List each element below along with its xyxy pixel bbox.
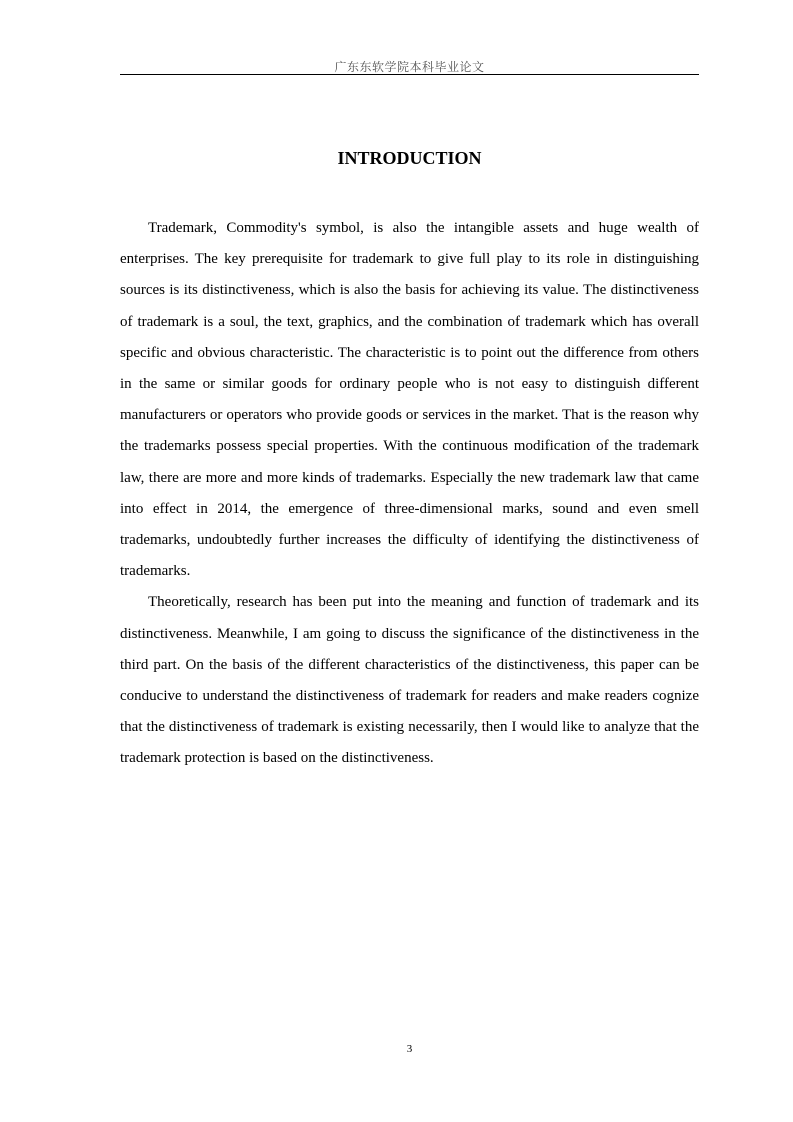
header-rule: [120, 74, 699, 75]
body-text: [120, 213, 699, 775]
page-number: 3: [406, 1043, 413, 1055]
paragraph-1: Trademark, Commodity's symbol, is also the intangible assets and huge wealth of enterprises. The key prerequisite for trademark to give full play to its role in distinguishing sources is its distinctiveness, which is also the basis for achieving its value. The distinctiveness of trademark is a soul, the text, graphics, and the combination of trademark which has overall specific and obvious characteristic. The characteristic is to point out the difference from others in the same or similar goods for ordinary people who is not easy to distinguish different manufacturers or operators who provide goods or services in the market. That is the reason why the trademarks possess special properties. With the continuous modification of the trademark law, there are more and more kinds of trademarks. Especially the new trademark law that came into effect in 2014, the emergence of three-dimensional marks, sound and even smell trademarks, undoubtedly further increases the difficulty of identifying the distinctiveness of trademarks.: [120, 220, 699, 580]
section-title: INTRODUCTION: [337, 148, 482, 168]
paragraph-2: Theoretically, research has been put into the meaning and function of trademark and its distinctiveness. Meanwhile, I am going to discuss the significance of the distinctiveness in the third part. On the basis of the different characteristics of the distinctiveness, this paper can be conducive to understand the distinctiveness of trademark for readers and make readers cognize that the distinctiveness of trademark is existing necessarily, then I would like to analyze that the trademark protection is based on the distinctiveness.: [120, 594, 699, 767]
running-header: 广东东软学院本科毕业论文: [334, 60, 485, 74]
